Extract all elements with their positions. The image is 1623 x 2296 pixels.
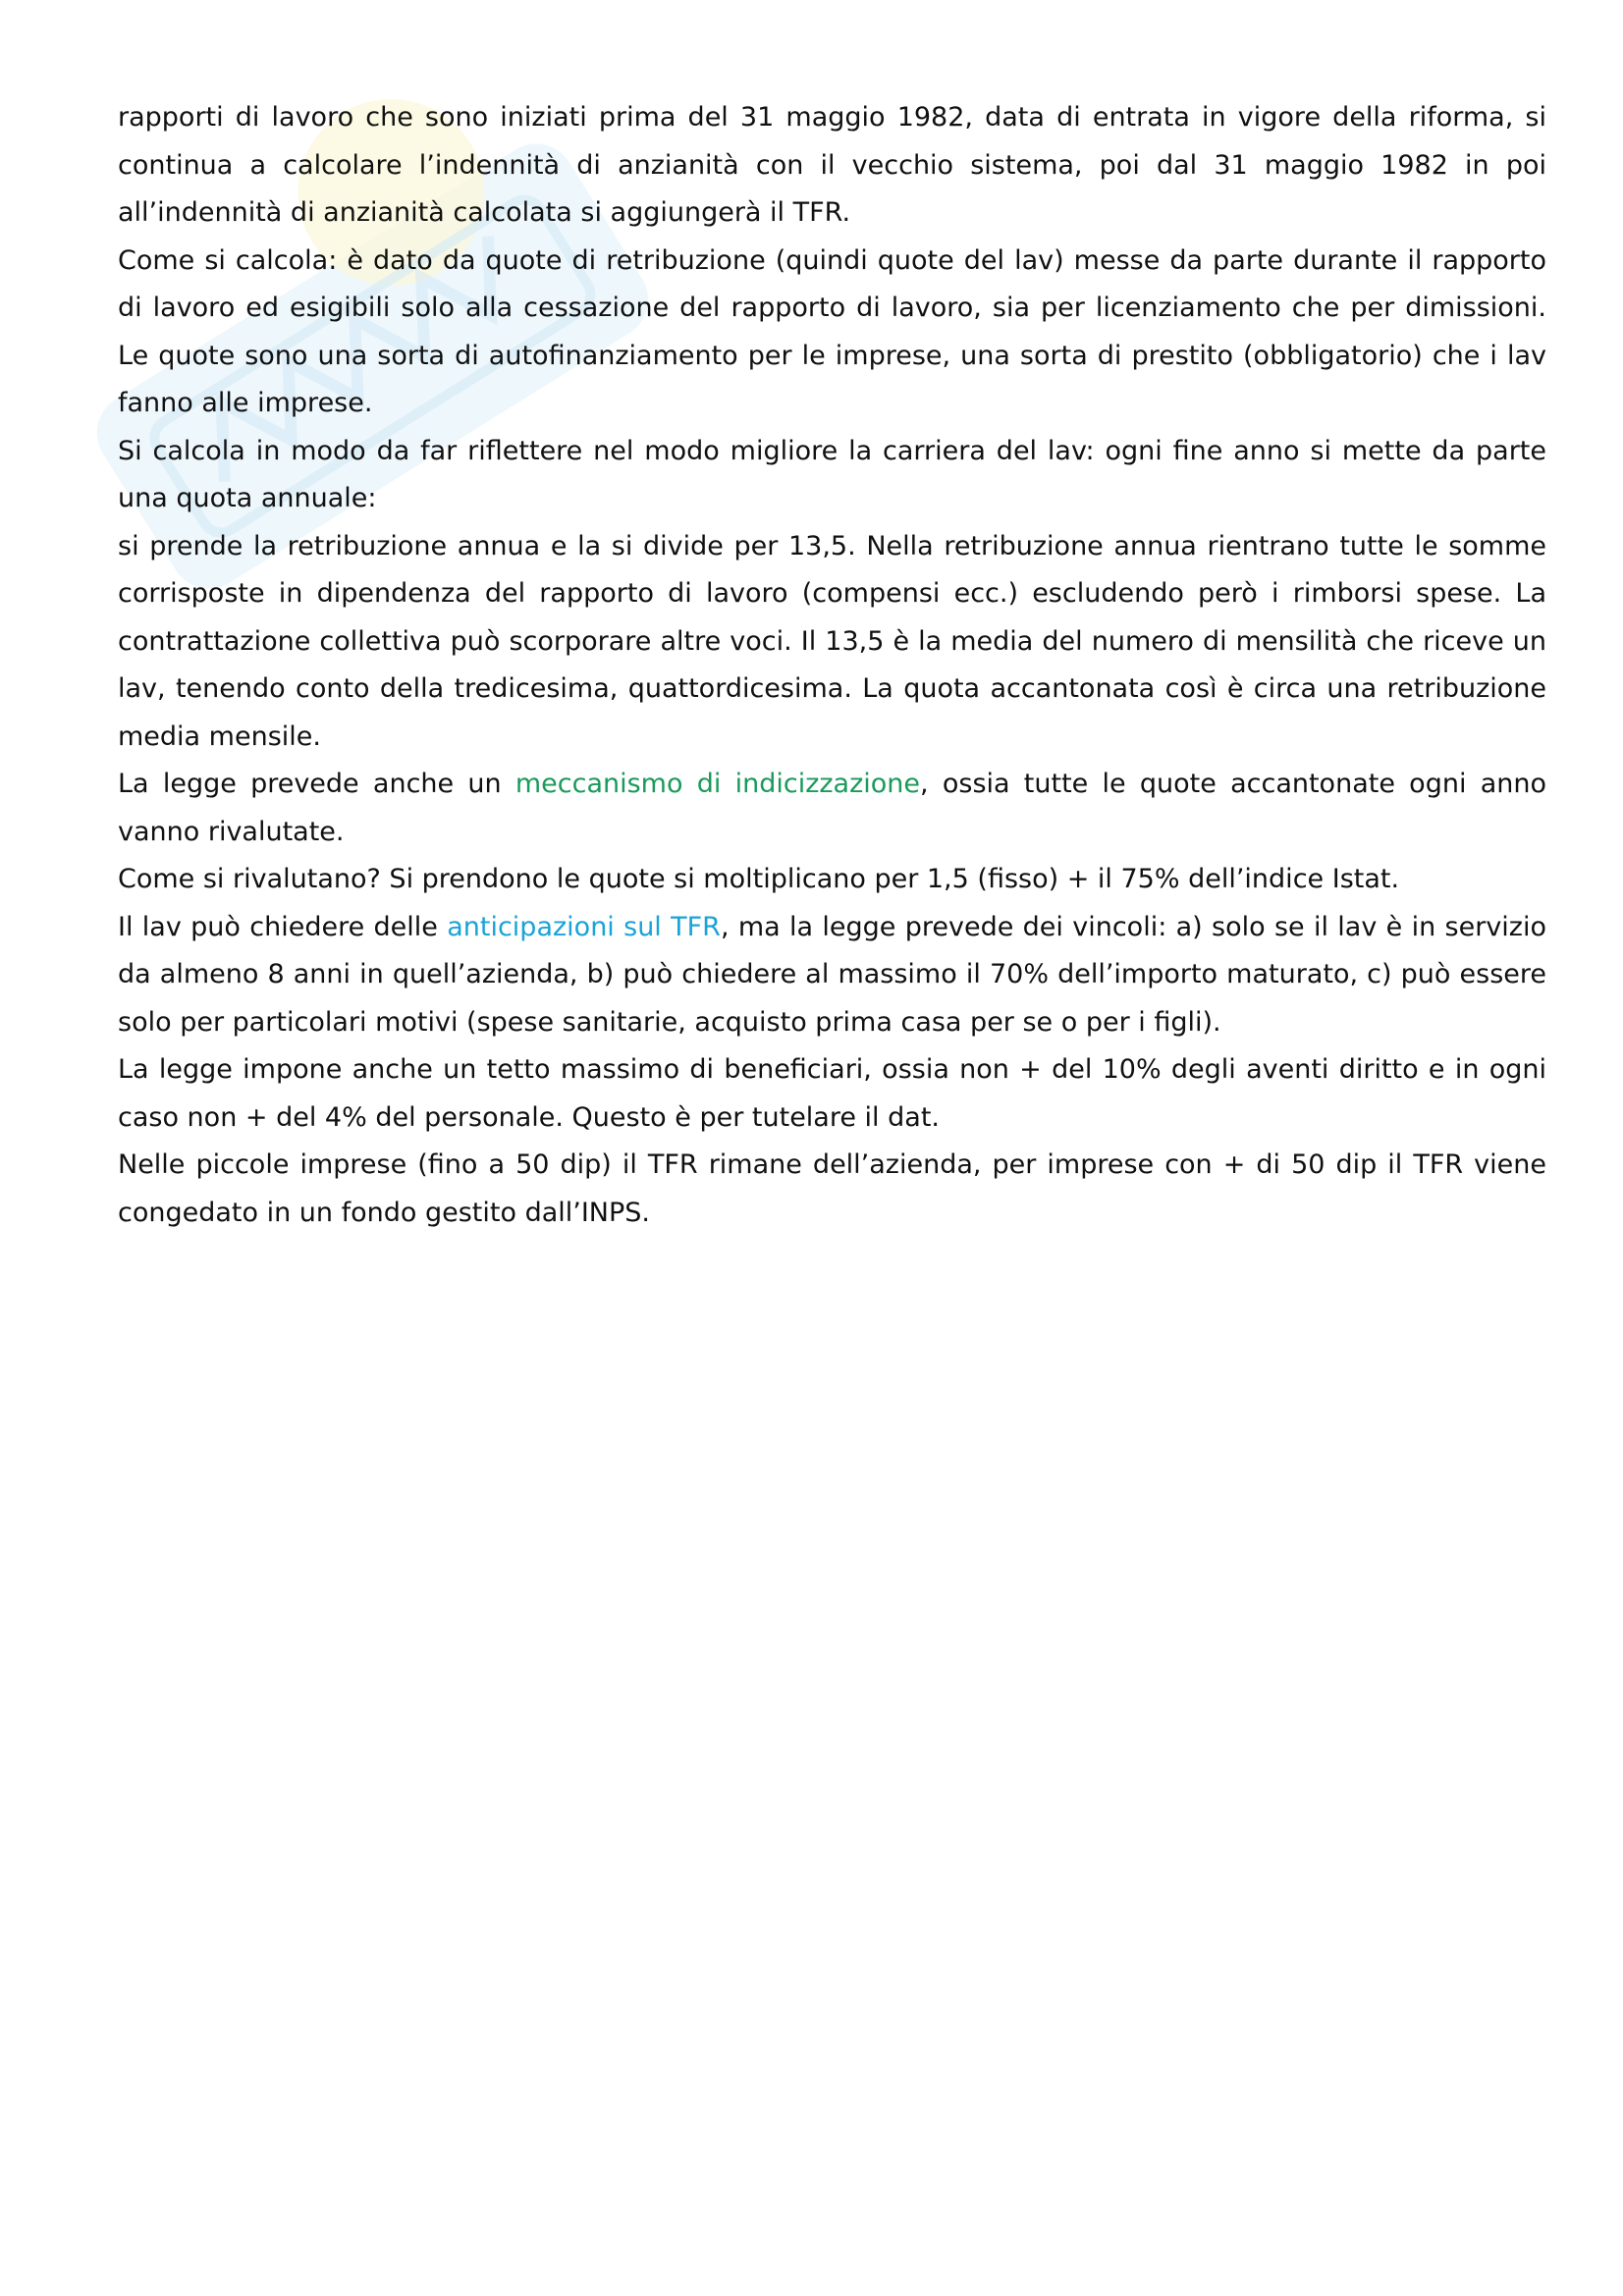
paragraph-2: Come si calcola: è dato da quote di retribuzione (quindi quote del lav) messe da parte durante il rapporto di lavoro ed esigibili solo alla cessazione del rapporto di lavoro, sia per licenziamento che per dimissioni. Le quote sono una sorta di autofinanziamento per le imprese, una sorta di prestito (obbligatorio) che i lav fanno alle imprese.: [118, 244, 1546, 418]
paragraph-7: [118, 904, 1546, 1047]
paragraph-1: rapporti di lavoro che sono iniziati prima del 31 maggio 1982, data di entrata in vigore della riforma, si continua a calcolare l’indennità di anzianità con il vecchio sistema, poi dal 31 maggio 1982 in poi all’indennità di anzianità calcolata si aggiungerà il TFR.: [118, 102, 1546, 228]
paragraph-8: La legge impone anche un tetto massimo di beneficiari, ossia non + del 10% degli aventi diritto e in ogni caso non + del 4% del personale. Questo è per tutelare il dat.: [118, 1054, 1546, 1133]
paragraph-5-before: La legge prevede anche un: [118, 769, 515, 799]
document-body: [118, 94, 1546, 1237]
paragraph-6: Come si rivalutano? Si prendono le quote si moltiplicano per 1,5 (fisso) + il 75% dell’indice Istat.: [118, 864, 1400, 894]
highlight-anticipazioni-tfr: anticipazioni sul TFR: [447, 911, 721, 942]
paragraph-9: Nelle piccole imprese (fino a 50 dip) il TFR rimane dell’azienda, per imprese con + di 50 dip il TFR viene congedato in un fondo gestito dall’INPS.: [118, 1149, 1546, 1228]
paragraph-7-after: , ma la legge prevede dei vincoli: a) solo se il lav è in servizio da almeno 8 anni in quell’azienda, b) può chiedere al massimo il 70% dell’importo maturato, c) può essere solo per particolari motivi (spese sanitarie, acquisto prima casa per se o per i figli).: [118, 911, 1547, 1038]
paragraph-5-after: , ossia tutte le quote accantonate ogni anno vanno rivalutate.: [118, 769, 1546, 847]
paragraph-5: [118, 761, 1546, 856]
paragraph-7-before: Il lav può chiedere delle: [118, 911, 448, 942]
paragraph-3: Si calcola in modo da far riflettere nel modo migliore la carriera del lav: ogni fine anno si mette da parte una quota annuale:: [118, 435, 1546, 513]
highlight-meccanismo-indicizzazione: meccanismo di indicizzazione: [514, 769, 921, 799]
paragraph-4: si prende la retribuzione annua e la si divide per 13,5. Nella retribuzione annua rientrano tutte le somme corrisposte in dipendenza del rapporto di lavoro (compensi ecc.) escludendo però i rimborsi spese. La contrattazione collettiva può scorporare altre voci. Il 13,5 è la media del numero di mensilità che riceve un lav, tenendo conto della tredicesima, quattordicesima. La quota accantonata così è circa una retribuzione media mensile.: [118, 530, 1546, 752]
